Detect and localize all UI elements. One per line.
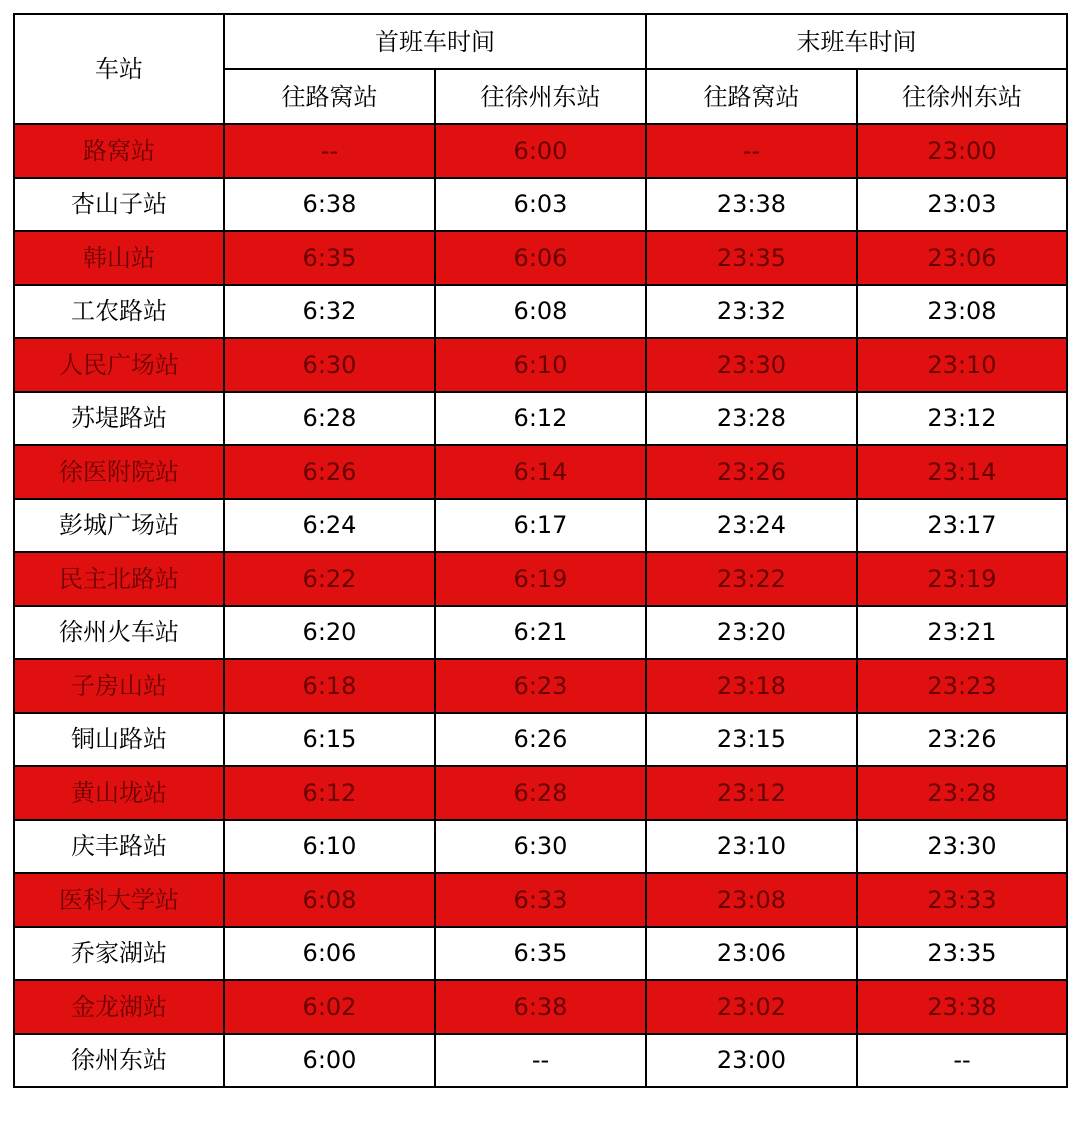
last-to-luwo-cell: 23:32 — [646, 285, 857, 339]
header-first-to-xuzhoudong: 往徐州东站 — [435, 69, 646, 124]
last-to-xuzhoudong-cell: 23:14 — [857, 445, 1067, 499]
first-to-xuzhoudong-cell: 6:23 — [435, 659, 646, 713]
table-row — [14, 392, 1067, 446]
last-to-xuzhoudong-cell: -- — [857, 1034, 1067, 1088]
first-to-luwo-cell: 6:18 — [224, 659, 435, 713]
table-row — [14, 124, 1067, 178]
first-to-xuzhoudong-cell: 6:21 — [435, 606, 646, 660]
last-to-luwo-cell: 23:38 — [646, 178, 857, 232]
station-cell: 乔家湖站 — [14, 927, 224, 981]
last-to-luwo-cell: 23:26 — [646, 445, 857, 499]
station-cell: 黄山垅站 — [14, 766, 224, 820]
first-to-xuzhoudong-cell: 6:33 — [435, 873, 646, 927]
first-to-luwo-cell: 6:24 — [224, 499, 435, 553]
last-to-luwo-cell: 23:06 — [646, 927, 857, 981]
first-to-xuzhoudong-cell: 6:19 — [435, 552, 646, 606]
first-to-luwo-cell: 6:38 — [224, 178, 435, 232]
last-to-xuzhoudong-cell: 23:26 — [857, 713, 1067, 767]
last-to-xuzhoudong-cell: 23:00 — [857, 124, 1067, 178]
first-to-luwo-cell: 6:06 — [224, 927, 435, 981]
header-last-train: 末班车时间 — [646, 14, 1067, 69]
last-to-luwo-cell: 23:10 — [646, 820, 857, 874]
header-station: 车站 — [14, 14, 224, 124]
first-to-xuzhoudong-cell: 6:00 — [435, 124, 646, 178]
last-to-luwo-cell: 23:20 — [646, 606, 857, 660]
last-to-luwo-cell: 23:30 — [646, 338, 857, 392]
first-to-xuzhoudong-cell: 6:12 — [435, 392, 646, 446]
station-cell: 子房山站 — [14, 659, 224, 713]
timetable — [13, 13, 1068, 1088]
table-row — [14, 873, 1067, 927]
last-to-luwo-cell: 23:08 — [646, 873, 857, 927]
first-to-luwo-cell: 6:28 — [224, 392, 435, 446]
header-last-to-luwo: 往路窝站 — [646, 69, 857, 124]
table-row — [14, 927, 1067, 981]
last-to-luwo-cell: 23:15 — [646, 713, 857, 767]
table-row — [14, 552, 1067, 606]
first-to-luwo-cell: 6:10 — [224, 820, 435, 874]
last-to-xuzhoudong-cell: 23:12 — [857, 392, 1067, 446]
last-to-xuzhoudong-cell: 23:03 — [857, 178, 1067, 232]
table-row — [14, 285, 1067, 339]
table-row — [14, 820, 1067, 874]
station-cell: 民主北路站 — [14, 552, 224, 606]
first-to-luwo-cell: 6:15 — [224, 713, 435, 767]
last-to-xuzhoudong-cell: 23:10 — [857, 338, 1067, 392]
station-cell: 徐州东站 — [14, 1034, 224, 1088]
last-to-xuzhoudong-cell: 23:23 — [857, 659, 1067, 713]
last-to-luwo-cell: 23:35 — [646, 231, 857, 285]
station-cell: 韩山站 — [14, 231, 224, 285]
last-to-xuzhoudong-cell: 23:08 — [857, 285, 1067, 339]
first-to-luwo-cell: 6:35 — [224, 231, 435, 285]
station-cell: 工农路站 — [14, 285, 224, 339]
timetable-body — [14, 14, 1067, 1087]
header-first-train: 首班车时间 — [224, 14, 646, 69]
last-to-xuzhoudong-cell: 23:21 — [857, 606, 1067, 660]
last-to-xuzhoudong-cell: 23:38 — [857, 980, 1067, 1034]
station-cell: 彭城广场站 — [14, 499, 224, 553]
last-to-xuzhoudong-cell: 23:33 — [857, 873, 1067, 927]
first-to-luwo-cell: 6:26 — [224, 445, 435, 499]
first-to-xuzhoudong-cell: 6:38 — [435, 980, 646, 1034]
header-row-top — [14, 14, 1067, 69]
first-to-xuzhoudong-cell: 6:17 — [435, 499, 646, 553]
first-to-xuzhoudong-cell: 6:06 — [435, 231, 646, 285]
last-to-xuzhoudong-cell: 23:35 — [857, 927, 1067, 981]
first-to-luwo-cell: 6:00 — [224, 1034, 435, 1088]
table-row — [14, 713, 1067, 767]
table-row — [14, 766, 1067, 820]
first-to-xuzhoudong-cell: 6:03 — [435, 178, 646, 232]
last-to-xuzhoudong-cell: 23:06 — [857, 231, 1067, 285]
last-to-luwo-cell: 23:24 — [646, 499, 857, 553]
last-to-luwo-cell: 23:22 — [646, 552, 857, 606]
station-cell: 苏堤路站 — [14, 392, 224, 446]
station-cell: 杏山子站 — [14, 178, 224, 232]
last-to-xuzhoudong-cell: 23:19 — [857, 552, 1067, 606]
last-to-luwo-cell: 23:12 — [646, 766, 857, 820]
last-to-luwo-cell: 23:18 — [646, 659, 857, 713]
first-to-luwo-cell: 6:30 — [224, 338, 435, 392]
first-to-luwo-cell: 6:20 — [224, 606, 435, 660]
table-row — [14, 445, 1067, 499]
station-cell: 人民广场站 — [14, 338, 224, 392]
table-row — [14, 659, 1067, 713]
first-to-xuzhoudong-cell: 6:08 — [435, 285, 646, 339]
first-to-luwo-cell: 6:08 — [224, 873, 435, 927]
last-to-xuzhoudong-cell: 23:28 — [857, 766, 1067, 820]
first-to-luwo-cell: 6:32 — [224, 285, 435, 339]
first-to-xuzhoudong-cell: 6:26 — [435, 713, 646, 767]
table-row — [14, 338, 1067, 392]
first-to-xuzhoudong-cell: 6:28 — [435, 766, 646, 820]
station-cell: 徐医附院站 — [14, 445, 224, 499]
first-to-luwo-cell: -- — [224, 124, 435, 178]
header-last-to-xuzhoudong: 往徐州东站 — [857, 69, 1067, 124]
station-cell: 铜山路站 — [14, 713, 224, 767]
table-row — [14, 1034, 1067, 1088]
station-cell: 庆丰路站 — [14, 820, 224, 874]
station-cell: 徐州火车站 — [14, 606, 224, 660]
first-to-xuzhoudong-cell: 6:30 — [435, 820, 646, 874]
first-to-luwo-cell: 6:22 — [224, 552, 435, 606]
last-to-xuzhoudong-cell: 23:17 — [857, 499, 1067, 553]
last-to-xuzhoudong-cell: 23:30 — [857, 820, 1067, 874]
first-to-xuzhoudong-cell: 6:14 — [435, 445, 646, 499]
table-row — [14, 499, 1067, 553]
table-row — [14, 231, 1067, 285]
last-to-luwo-cell: 23:28 — [646, 392, 857, 446]
first-to-luwo-cell: 6:12 — [224, 766, 435, 820]
last-to-luwo-cell: 23:00 — [646, 1034, 857, 1088]
first-to-xuzhoudong-cell: 6:35 — [435, 927, 646, 981]
first-to-xuzhoudong-cell: -- — [435, 1034, 646, 1088]
table-row — [14, 606, 1067, 660]
station-cell: 路窝站 — [14, 124, 224, 178]
last-to-luwo-cell: -- — [646, 124, 857, 178]
last-to-luwo-cell: 23:02 — [646, 980, 857, 1034]
first-to-luwo-cell: 6:02 — [224, 980, 435, 1034]
station-cell: 医科大学站 — [14, 873, 224, 927]
table-row — [14, 980, 1067, 1034]
first-to-xuzhoudong-cell: 6:10 — [435, 338, 646, 392]
table-row — [14, 178, 1067, 232]
header-first-to-luwo: 往路窝站 — [224, 69, 435, 124]
station-cell: 金龙湖站 — [14, 980, 224, 1034]
